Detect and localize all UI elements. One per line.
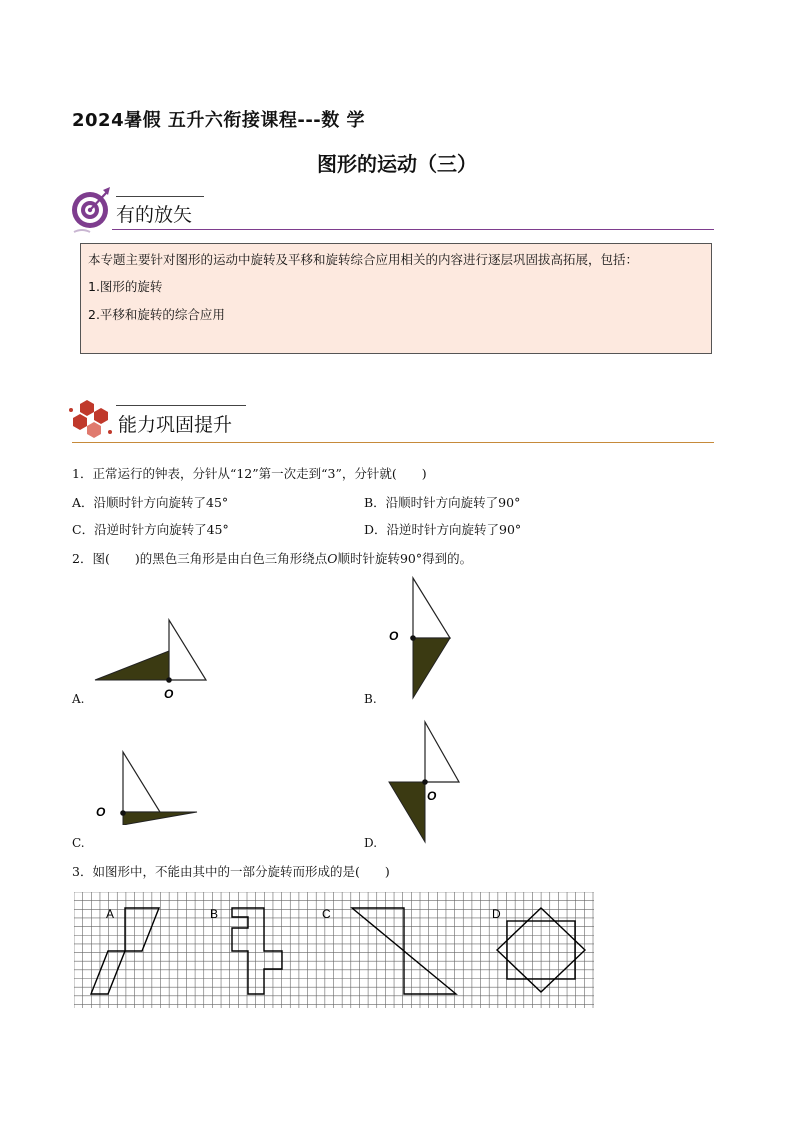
q2-figure-c[interactable] [93,750,203,825]
q3-shape-a[interactable] [91,908,159,994]
page-title: 图形的运动（三） [317,152,477,176]
q2-label-c: C. [72,836,85,850]
section1-heading: 有的放矢 [116,204,193,226]
section2-rule [72,442,714,443]
objectives-intro: 本专题主要针对图形的运动中旋转及平移和旋转综合应用相关的内容进行逐层巩固拔高拓展，包括： [88,252,639,267]
q2-label-b: B. [364,692,377,706]
objectives-item-1: 1.图形的旋转 [88,279,163,294]
q2-figure-d[interactable] [385,718,465,848]
white-triangle [425,722,459,782]
black-triangle [123,812,197,825]
q2-figure-a[interactable] [90,615,215,700]
grid-lines [74,892,594,1008]
course-title: 2024暑假 五升六衔接课程---数 学 [72,110,366,131]
point-o-label: O [164,687,174,700]
q3-label-d: D [492,907,501,921]
black-triangle [95,651,169,680]
q2-stem-pre: 2．图( )的黑色三角形是由白色三角形绕点 [72,551,328,566]
target-icon [70,186,116,238]
black-triangle [413,638,450,698]
q3-grid-figure [74,892,596,1010]
rotation-point [422,779,428,785]
rotation-point [120,810,126,816]
q2-label-d: D. [364,836,378,850]
hexagon-icon [66,398,116,444]
q3-stem: 3．如图形中，不能由其中的一部分旋转而形成的是( ) [72,864,390,879]
q3-label-b: B [210,907,219,921]
q2-point-o: O [327,551,338,566]
section1-rule [112,229,714,230]
q3-label-c: C [322,907,331,921]
white-triangle [413,578,450,638]
point-o-label: O [96,805,106,819]
q1-option-b[interactable]: B．沿顺时针方向旋转了90° [364,495,521,510]
section2-top-rule [116,405,246,406]
q1-option-a[interactable]: A．沿顺时针方向旋转了45° [72,495,229,510]
q2-label-a: A. [72,692,85,706]
q2-stem [72,549,472,567]
objectives-item-2: 2.平移和旋转的综合应用 [88,307,225,322]
q3-shape-c[interactable] [352,908,456,994]
q3-label-a: A [106,907,115,921]
q3-shape-b[interactable] [232,908,282,994]
point-o-label: O [427,789,437,803]
rotation-point [410,635,416,641]
q2-figure-b[interactable] [385,574,460,704]
section1-top-rule [116,196,204,197]
rotation-point [166,677,172,683]
section2-heading: 能力巩固提升 [118,414,233,436]
white-triangle [123,752,160,812]
q1-stem: 1．正常运行的钟表，分针从“12”第一次走到“3”，分针就( ) [72,466,427,481]
white-triangle [169,620,206,680]
black-triangle [389,782,425,842]
q2-stem-post: 顺时针旋转90°得到的。 [337,551,473,566]
q1-option-c[interactable]: C．沿逆时针方向旋转了45° [72,522,229,537]
q1-option-d[interactable]: D．沿逆时针方向旋转了90° [364,522,522,537]
point-o-label: O [389,629,399,643]
